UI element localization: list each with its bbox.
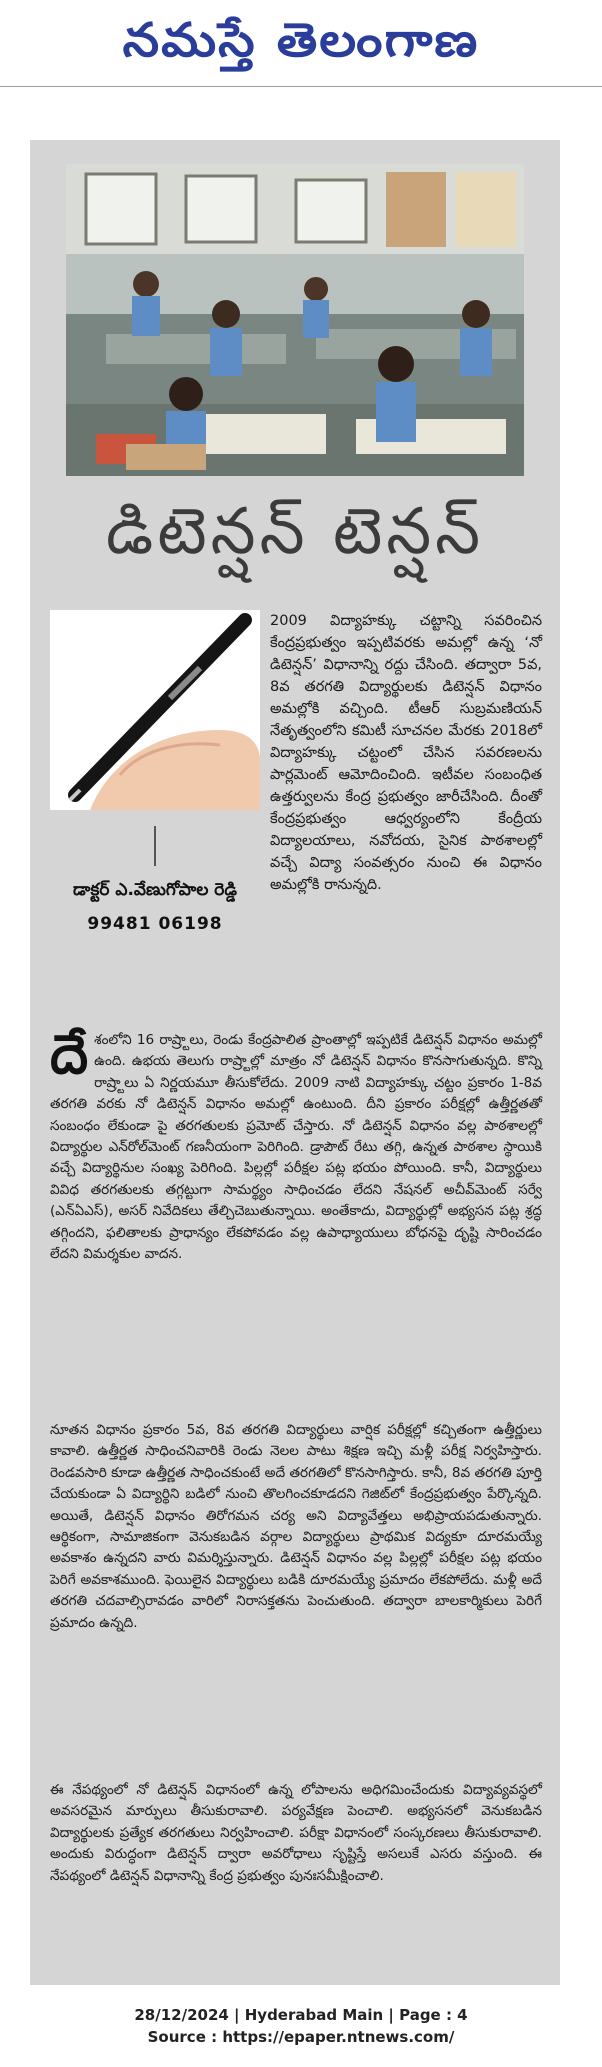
body-paragraph-2: నూతన విధానం ప్రకారం 5వ, 8వ తరగతి విద్యార్థులు వార్షిక పరీక్షల్లో కచ్చితంగా ఉత్తీర్ణులు కావాలి. ఉత్తీర్ణత సాధించనివారికి రెండు నెలల పాటు శిక్షణ ఇచ్చి మళ్లీ పరీక్ష నిర్వహిస్తారు. రెండవసారి కూడా ఉత్తీర్ణత సాధించకుంటే అదే తరగతిలో కొనసాగిస్తారు. కానీ, 8వ తరగతి పూర్తి చేయకుండా ఏ విద్యార్థిని బడిలో నుంచి తొలగించకూడదని గెజిట్‌లో కేంద్రప్రభుత్వం పేర్కొన్నది. అయితే, డిటెన్షన్ విధానం తిరోగమన చర్య అని విద్యావేత్తలు అభిప్రాయపడుతున్నారు. ఆర్థికంగా, సామాజికంగా వెనుకబడిన వర్గాల విద్యార్థులు ప్రాథమిక విద్యకూ దూరమయ్యే అవకాశం ఉన్నదని వారు విమర్శిస్తున్నారు. డిటెన్షన్ విధానం వల్ల పిల్లల్లో పరీక్షల పట్ల భయం పెరిగే అవకాశముంది. ఫెయిలైన విద్యార్థులు బడికి దూరమయ్యే ప్రమాదం లేకపోలేదు. మళ్లీ అదే తరగతి చదవాల్సిరావడం వారిలో నిరాసక్తతను పెంచుతుంది. తద్వారా బాలకార్మికులు పెరిగే ప్రమాదం ఉన్నది. bbox=[50, 1422, 542, 1631]
author-phone: 99481 06198 bbox=[87, 914, 223, 934]
masthead-rule bbox=[0, 86, 602, 87]
intro-paragraph: 2009 విద్యాహక్కు చట్టాన్ని సవరించిన కేంద్రప్రభుత్వం ఇప్పటివరకు అమల్లో ఉన్న ‘నో డిటెన్షన్’ విధానాన్ని రద్దు చేసింది. తద్వారా 5వ, 8వ తరగతి విద్యార్థులకు డిటెన్షన్ విధానం అమల్లోకి వచ్చింది. టీఆర్ సుబ్రమణియన్ నేతృత్వంలోని కమిటీ సూచనల మేరకు 2018లో విద్యాహక్కు చట్టంలో చేసిన సవరణలను పార్లమెంట్ ఆమోదించింది. ఇటీవల సంబంధిత ఉత్తర్వులను కేంద్ర ప్రభుత్వం జారీచేసింది. దీంతో కేంద్రప్రభుత్వం ఆధ్వర్యంలోని కేంద్రీయ విద్యాలయాలు, నవోదయ, సైనిక పాఠశాలల్లో వచ్చే విద్యా సంవత్సరం నుంచి ఈ విధానం అమల్లోకి రానున్నది. bbox=[270, 613, 542, 893]
author-divider bbox=[154, 826, 156, 866]
pen-in-hand-image bbox=[50, 610, 260, 810]
body-paragraph-3: ఈ నేపథ్యంలో నో డిటెన్షన్ విధానంలో ఉన్న లోపాలను అధిగమించేందుకు విద్యావ్యవస్థలో అవసరమైన మార్పులు తీసుకురావాలి. పర్యవేక్షణ పెంచాలి. అభ్యసనలో వెనుకబడిన విద్యార్థులకు ప్రత్యేక తరగతులు నిర్వహించాలి. పరీక్షా విధానంలో సంస్కరణలు తీసుకురావాలి. అందుకు విరుద్ధంగా డిటెన్షన్ ద్వారా అవరోధాలు సృష్టిస్తే అసలుకే ఎసరు వస్తుంది. ఈ నేపథ్యంలో డిటెన్షన్ విధానాన్ని కేంద్ర ప్రభుత్వం పునఃసమీక్షించాలి. bbox=[50, 1782, 542, 1884]
classroom-photo bbox=[66, 164, 524, 476]
masthead-title: నమస్తే తెలంగాణ bbox=[122, 13, 480, 68]
body-paragraph-1 bbox=[50, 1023, 542, 1265]
classroom-illustration bbox=[66, 164, 524, 476]
footer-source: Source : https://epaper.ntnews.com/ bbox=[147, 2028, 455, 2046]
footer-dateline: 28/12/2024 | Hyderabad Main | Page : 4 bbox=[134, 2006, 468, 2024]
author-name: డాక్టర్ ఎ.వేణుగోపాల రెడ్డి bbox=[73, 880, 237, 900]
masthead bbox=[0, 0, 602, 96]
headline: డిటెన్షన్ టెన్షన్ bbox=[105, 495, 485, 569]
pen-illustration bbox=[50, 610, 260, 810]
article-panel bbox=[30, 140, 560, 1985]
drop-cap: దే bbox=[50, 1023, 89, 1086]
body-paragraph-1-text: శంలోని 16 రాష్ర్టాలు, రెండు కేంద్రపాలిత ప్రాంతాల్లో ఇప్పటికే డిటెన్షన్ విధానం అమల్లో ఉంది. ఉభయ తెలుగు రాష్ర్టాల్లో మాత్రం నో డిటెన్షన్ విధానం కొనసాగుతున్నది. కొన్ని రాష్ర్టాలు ఏ నిర్ణయమూ తీసుకోలేదు. 2009 నాటి విద్యాహక్కు చట్టం ప్రకారం 1-8వ తరగతి వరకు నో డిటెన్షన్ విధానం అమల్లో ఉంటుంది. దీని ప్రకారం పరీక్షల్లో ఉత్తీర్ణతతో సంబంధం లేకుండా పై తరగతులకు ప్రమోట్ చేస్తారు. నో డిటెన్షన్ విధానం వల్ల పాఠశాలల్లో విద్యార్థుల ఎన్‌రోల్‌మెంట్ గణనీయంగా పెరిగింది. డ్రాపౌట్ రేటు తగ్గి, ఉన్నత పాఠశాల స్థాయికి వచ్చే విద్యార్థినుల సంఖ్య పెరిగింది. పిల్లల్లో పరీక్షల పట్ల భయం పోయింది. కానీ, విద్యార్థులు వివిధ తరగతులకు తగ్గట్టుగా సామర్థ్యం సాధించడం లేదని నేషనల్ అచీవ్‌మెంట్ సర్వే (ఎన్ఏఎస్), అసర్ నివేదికలు తేల్చిచెబుతున్నాయి. అంతేకాదు, విద్యార్థుల్లో అభ్యసన పట్ల శ్రద్ధ తగ్గిందని, ఫలితాలకు ప్రాధాన్యం లేకపోవడం వల్ల ఉపాధ్యాయులు బోధనపై దృష్టి సారించడం లేదని విమర్శకుల వాదన. bbox=[50, 1032, 542, 1263]
